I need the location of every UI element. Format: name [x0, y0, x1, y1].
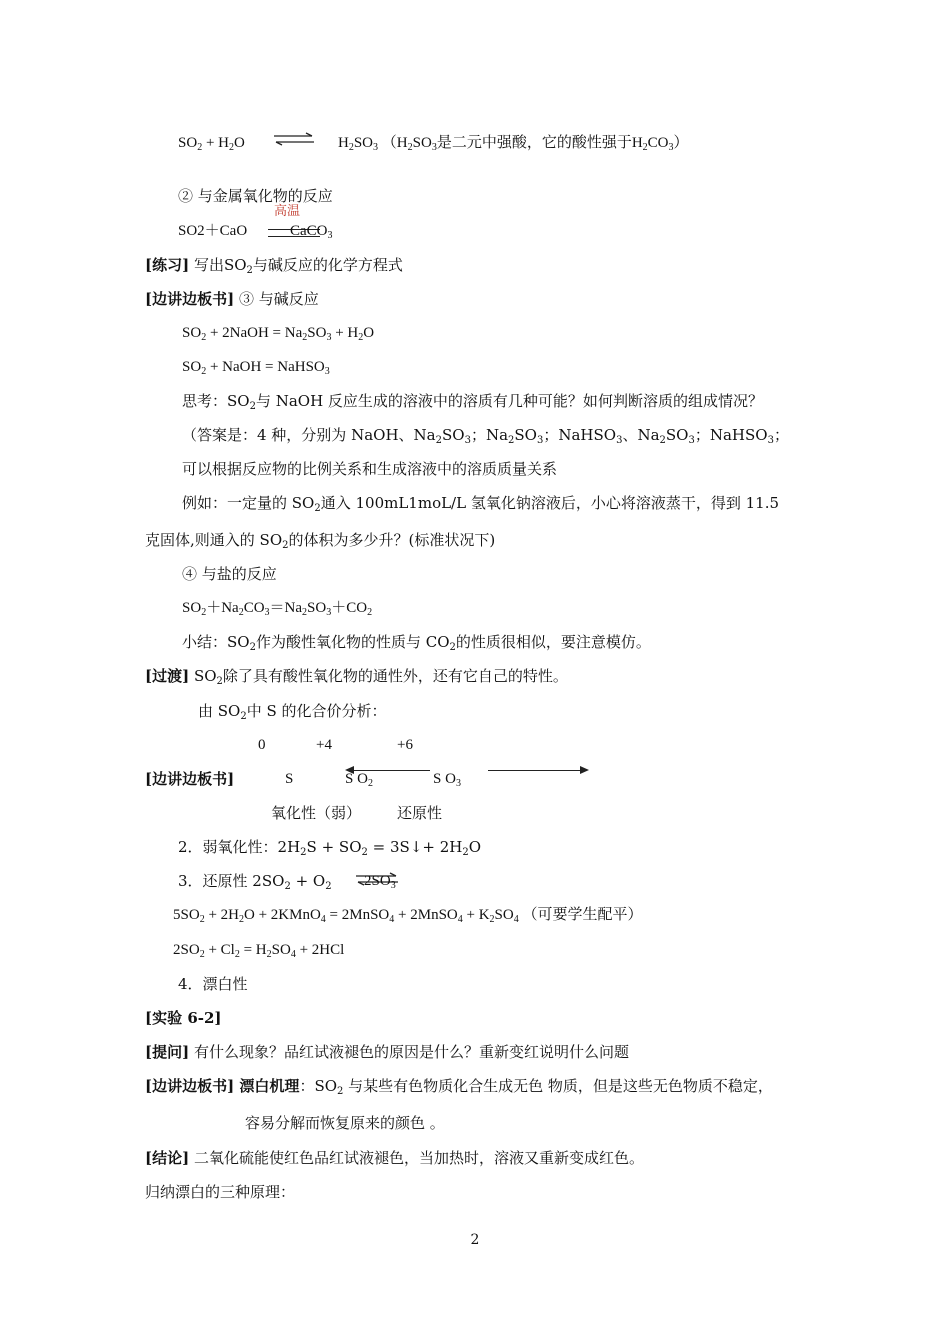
transition-line: [过渡] $SO_2$除了具有酸性氧化物的通性外，还有它自己的特性。: [145, 667, 568, 687]
mechanism-line: [边讲边板书] 漂白机理：$SO_2$ 与某些有色物质化合生成无色 物质，但是这些无色物质不稳定，: [145, 1077, 773, 1097]
board-tag-valence: [边讲边板书]: [145, 770, 235, 788]
arrow-left-line: [352, 770, 430, 771]
reducing-eq: 3．还原性 $2SO_2 + O_2$: [178, 872, 332, 892]
experiment-tag: [实验 6-2]: [145, 1009, 222, 1027]
equation-so2-na2co3: $SO_2+Na_2CO_3=Na_2SO_3+CO_2$: [182, 600, 373, 618]
oxidizing-label: 氧化性（弱）: [271, 804, 362, 822]
arrow-right-icon: [580, 766, 589, 774]
page-number: 2: [470, 1232, 480, 1248]
condition-high-temp: 高温: [274, 204, 301, 219]
arrow-right-line: [488, 770, 580, 771]
equation-so2-water-product: $H_2SO_3$ （$H_2SO_3$是二元中强酸，它的酸性强于$H_2CO_3$）: [338, 135, 689, 153]
reducing-eq-product: $2SO_3$: [364, 873, 396, 891]
bleaching-principles: 归纳漂白的三种原理：: [145, 1183, 296, 1201]
bleaching-heading: 4．漂白性: [178, 975, 248, 993]
reversible-arrow-icon: [272, 132, 316, 146]
board-line-base: [边讲边板书] ③ 与碱反应: [145, 290, 319, 308]
ratio-note: 可以根据反应物的比例关系和生成溶液中的溶质质量关系: [182, 460, 558, 478]
weak-oxidizing-eq: 2．弱氧化性：$2H_2S + SO_2$ = 3S↓+ $2H_2O$: [178, 838, 482, 858]
valence-plus4: +4: [316, 737, 332, 753]
think-question: 思考：$SO_2$与 NaOH 反应生成的溶液中的溶质有几种可能？如何判断溶质的组成情况？: [182, 392, 763, 412]
valence-plus6: +6: [397, 737, 413, 753]
practice-line: [练习] 写出$SO_2$与碱反应的化学方程式: [145, 256, 403, 276]
equation-so2-water: $SO_2 + H_2O$: [178, 135, 245, 153]
example-line: 例如：一定量的 $SO_2$通入 100mL1moL/L 氢氧化钠溶液后，小心将溶液蒸干，得到 11.5: [182, 494, 780, 514]
valence-analysis: 由 $SO_2$中 S 的化合价分析：: [198, 702, 387, 722]
arrow-left-icon: [345, 766, 354, 774]
answer-line: （答案是：4 种，分别为 NaOH、$Na_2SO_3$；$Na_2SO_3$；NaHSO$_3$、$Na_2SO_3$；NaHSO$_3$；: [182, 426, 789, 446]
summary-line: 小结：$SO_2$作为酸性氧化物的性质与 $CO_2$的性质很相似，要注意模仿。: [182, 633, 651, 653]
conclusion-line: [结论] 二氧化硫能使红色品红试液褪色，当加热时，溶液又重新变成红色。: [145, 1149, 644, 1167]
cl2-eq: $2SO_2 + Cl_2 = H_2SO_4 + 2HCl$: [173, 942, 345, 960]
equation-so2-2naoh: $SO_2$ + 2NaOH = $Na_2SO_3 + H_2O$: [182, 325, 375, 343]
question-line: [提问] 有什么现象？品红试液褪色的原因是什么？重新变红说明什么问题: [145, 1043, 629, 1061]
equation-so2-naoh: $SO_2$ + NaOH = NaHSO$_3$: [182, 359, 330, 377]
species-s: S: [285, 771, 294, 787]
equation-so2-cao-product: CaCO$_3$: [290, 223, 333, 241]
reducing-label: 还原性: [397, 804, 443, 822]
species-so3: S $O_3$: [433, 771, 461, 789]
valence-0: 0: [258, 737, 266, 753]
equation-so2-cao: SO2＋CaO: [178, 223, 248, 239]
example-line-cont: 克固体,则通入的 $SO_2$的体积为多少升？(标准状况下): [145, 531, 496, 551]
mechanism-line-cont: 容易分解而恢复原来的颜色 。: [245, 1114, 445, 1132]
kmno4-eq: $5SO_2 + 2H_2O$ + 2KMnO$_4$ = 2MnSO$_4$ + 2MnSO$_4$ + $K_2SO_4$ （可要学生配平）: [173, 907, 643, 925]
heading-salt: ④ 与盐的反应: [182, 565, 277, 583]
species-so2: S $O_2$: [345, 771, 373, 789]
heading-metal-oxide: ② 与金属氧化物的反应: [178, 187, 333, 205]
